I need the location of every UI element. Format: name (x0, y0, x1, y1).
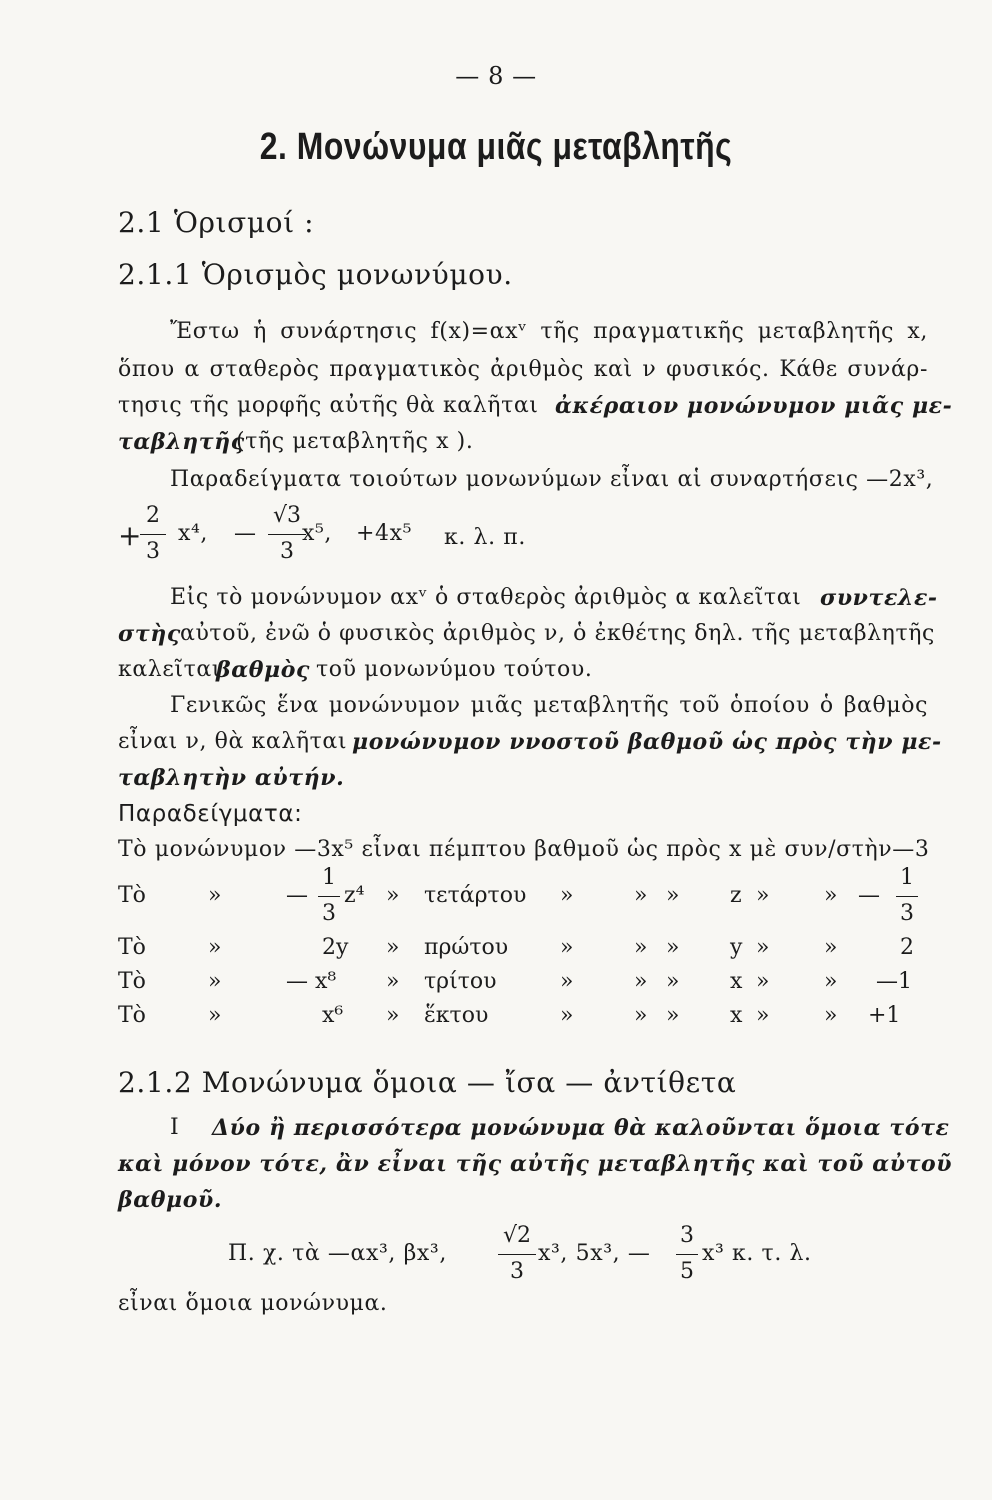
row-ditto: » (386, 1003, 400, 1028)
fraction-denominator: 3 (146, 539, 160, 564)
row-ditto: » (560, 1003, 574, 1028)
row-ditto: » (824, 1003, 838, 1028)
fraction-numerator: √2 (502, 1223, 531, 1248)
row-order: πρώτου (424, 935, 509, 960)
row-ditto: » (386, 935, 400, 960)
fraction-numerator: 1 (900, 865, 914, 890)
row-ditto: » (824, 883, 838, 908)
row-ditto: » (208, 935, 222, 960)
para4-line2a: εἶναι ν, θὰ καλῆται (118, 729, 348, 754)
row-ditto: » (634, 883, 648, 908)
row-variable: x (730, 1003, 743, 1028)
row-ditto: » (208, 883, 222, 908)
row-to: Τὸ (118, 969, 146, 994)
fraction-numerator: 3 (680, 1223, 694, 1248)
row-monomial: — x⁸ (286, 969, 337, 994)
row-monomial: 2y (322, 935, 349, 960)
para3-line2b: αὐτοῦ, ἐνῶ ὁ φυσικὸς ἀριθμὸς ν, ὁ ἐκθέτης δηλ. τῆς μεταβλητῆς (180, 621, 935, 646)
similar-example-middle: x³, 5x³, — (538, 1241, 651, 1266)
para3-term-degree: βαθμὸς (216, 657, 310, 683)
row-ditto: » (634, 1003, 648, 1028)
row-coefficient: —1 (876, 969, 912, 994)
row-ditto: » (666, 1003, 680, 1028)
para3-term-coefficient: συντελε- (820, 585, 938, 611)
row-ditto: » (208, 969, 222, 994)
row-variable: z (730, 883, 742, 908)
para2-line1: Παραδείγματα τοιούτων μονωνύμων εἶναι αἱ συναρτήσεις —2x³, (170, 467, 934, 492)
row-ditto: » (756, 883, 770, 908)
page-number: — 8 — (455, 62, 537, 90)
fraction-denominator: 3 (322, 901, 336, 926)
example-x4: x⁴, (178, 521, 209, 546)
example-sign-minus: — (234, 521, 257, 546)
row-ditto: » (560, 969, 574, 994)
row-coefficient: +1 (868, 1003, 901, 1028)
example-x5: x⁵, (302, 521, 333, 546)
row-ditto: » (386, 883, 400, 908)
row-ditto: » (824, 935, 838, 960)
closing-line: εἶναι ὅμοια μονώνυμα. (118, 1291, 388, 1316)
row-ditto: » (756, 935, 770, 960)
example-sign-plus: + (118, 519, 143, 552)
fraction-bar (318, 896, 340, 897)
row-ditto: » (560, 883, 574, 908)
fraction-numerator: 1 (322, 865, 336, 890)
definition-line1: Δύο ἢ περισσότερα μονώνυμα θὰ καλοῦνται ὅμοια τότε (212, 1115, 950, 1141)
row-order: ἕκτου (424, 1003, 489, 1028)
row-ditto: » (634, 969, 648, 994)
row-to: Τὸ (118, 935, 146, 960)
definition-line2: καὶ μόνον τότε, ἂν εἶναι τῆς αὐτῆς μεταβλητῆς καὶ τοῦ αὐτοῦ (118, 1151, 953, 1177)
fraction-bar (498, 1254, 536, 1255)
example-plus4x5: +4x⁵ (356, 521, 413, 546)
row-ditto: » (386, 969, 400, 994)
fraction-numerator: 2 (146, 503, 160, 528)
para3-line3a: καλεῖται (118, 657, 222, 682)
row-variable: x (730, 969, 743, 994)
row-ditto: » (208, 1003, 222, 1028)
fraction-denominator: 3 (900, 901, 914, 926)
row-ditto: » (756, 969, 770, 994)
para1-line4b: (τῆς μεταβλητῆς x ). (236, 429, 474, 454)
row-ditto: » (666, 969, 680, 994)
similar-example-start: Π. χ. τὰ —αx³, βx³, (228, 1241, 447, 1266)
row-ditto: » (824, 969, 838, 994)
fraction-denominator: 5 (680, 1259, 694, 1284)
fraction-bar (268, 534, 306, 535)
fraction-bar (896, 896, 918, 897)
para1-line2: ὅπου α σταθερὸς πραγματικὸς ἀριθμὸς καὶ ν φυσικός. Κάθε συνάρ- (118, 357, 928, 382)
examples-row-first: Τὸ μονώνυμον —3x⁵ εἶναι πέμπτου βαθμοῦ ὡς πρὸς x μὲ συν/στὴν—3 (118, 837, 930, 862)
para3-line3c: τοῦ μονωνύμου τούτου. (316, 657, 593, 682)
row-coef-sign: — (858, 883, 880, 908)
definition-line3: βαθμοῦ. (118, 1187, 223, 1213)
row-variable: y (730, 935, 743, 960)
para1-line1: Ἔστω ἡ συνάρτησις f(x)=αxᵛ τῆς πραγματικῆς μεταβλητῆς x, (170, 319, 928, 344)
example-etc: κ. λ. π. (444, 525, 526, 550)
fraction-bar (140, 534, 166, 535)
para4-line1: Γενικῶς ἕνα μονώνυμον μιᾶς μεταβλητῆς τοῦ ὁποίου ὁ βαθμὸς (170, 693, 928, 718)
para1-term-integer-monomial: ἀκέραιον μονώνυμον μιᾶς με- (555, 393, 953, 419)
para1-line3a: τησις τῆς μορφῆς αὐτῆς θὰ καλῆται (118, 393, 539, 418)
definition-number: I (170, 1115, 180, 1140)
row-coefficient: 2 (900, 935, 914, 960)
row-order: τετάρτου (424, 883, 527, 908)
section-heading-2-1-1: 2.1.1 Ὁρισμὸς μονωνύμου. (118, 258, 513, 291)
similar-example-end: x³ κ. τ. λ. (702, 1241, 812, 1266)
section-heading-2-1: 2.1 Ὁρισμοί : (118, 206, 315, 239)
examples-heading: Παραδείγματα: (118, 801, 303, 827)
row-ditto: » (666, 883, 680, 908)
row-to: Τὸ (118, 883, 146, 908)
section-heading-2-1-2: 2.1.2 Μονώνυμα ὅμοια — ἴσα — ἀντίθετα (118, 1066, 737, 1099)
para3-term-coefficient-cont: στὴς (118, 621, 181, 647)
row-order: τρίτου (424, 969, 497, 994)
row-monomial: x⁶ (322, 1003, 344, 1028)
row-monomial: z⁴ (344, 883, 365, 908)
para1-term-variable: ταβλητῆς (118, 429, 245, 455)
para4-term-nth-degree: μονώνυμον ννοστοῦ βαθμοῦ ὡς πρὸς τὴν με- (352, 729, 942, 755)
fraction-numerator: √3 (272, 503, 301, 528)
fraction-bar (676, 1254, 698, 1255)
row-ditto: » (560, 935, 574, 960)
para3-line1a: Εἰς τὸ μονώνυμον αxᵛ ὁ σταθερὸς ἀριθμὸς α καλεῖται (170, 585, 802, 610)
row-sign: — (286, 883, 308, 908)
para4-term-variable: ταβλητὴν αὐτήν. (118, 765, 345, 791)
row-ditto: » (666, 935, 680, 960)
row-to: Τὸ (118, 1003, 146, 1028)
chapter-title: 2. Μονώνυμα μιᾶς μεταβλητῆς (259, 126, 733, 168)
row-ditto: » (634, 935, 648, 960)
fraction-denominator: 3 (280, 539, 294, 564)
row-ditto: » (756, 1003, 770, 1028)
fraction-denominator: 3 (510, 1259, 524, 1284)
